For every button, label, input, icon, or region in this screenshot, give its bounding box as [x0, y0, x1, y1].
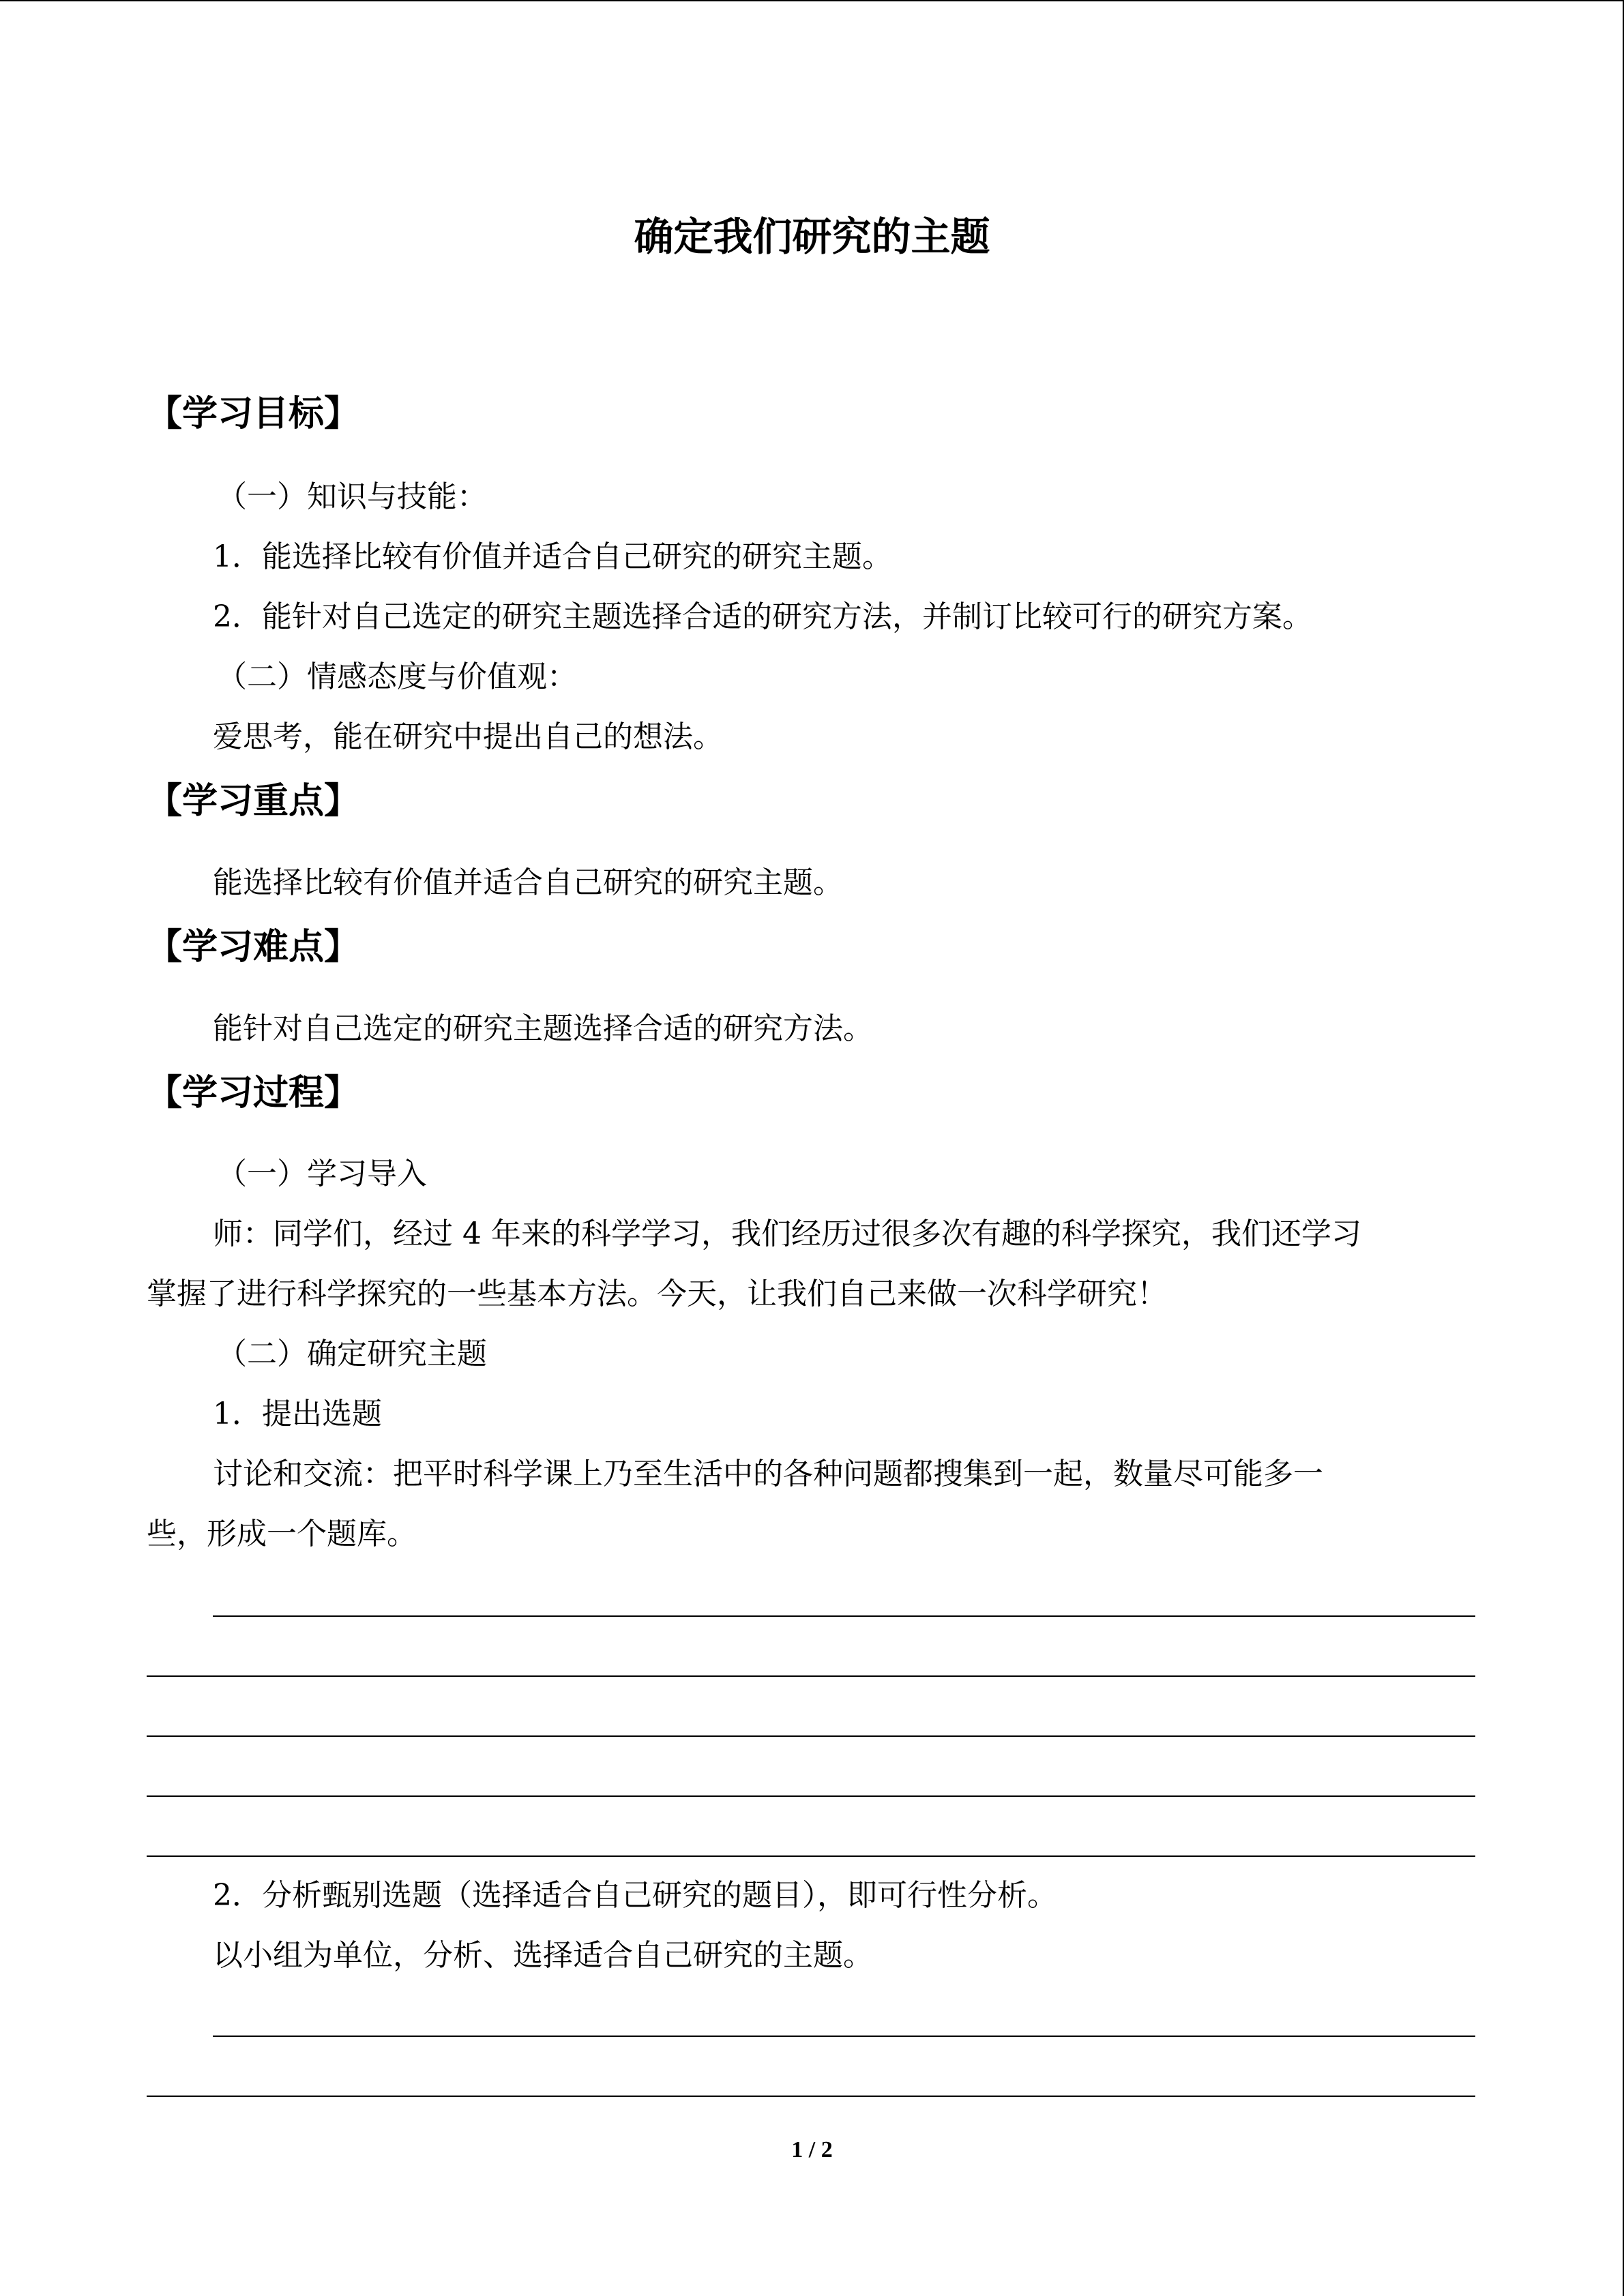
answer-line[interactable]	[147, 1795, 1475, 1797]
page-title: 确定我们研究的主题	[634, 213, 990, 260]
process-intro-title: （一）学习导入	[217, 1157, 427, 1191]
process-step1-line-2: 些，形成一个题库。	[147, 1517, 417, 1551]
process-step1-title: 1．提出选题	[213, 1397, 382, 1431]
key-points-text: 能选择比较有价值并适合自己研究的研究主题。	[213, 865, 843, 900]
process-topic-title: （二）确定研究主题	[217, 1337, 487, 1371]
answer-line[interactable]	[213, 1615, 1475, 1617]
answer-line[interactable]	[147, 2096, 1475, 2097]
answer-line[interactable]	[213, 2036, 1475, 2037]
objective-attitude-text: 爱思考，能在研究中提出自己的想法。	[213, 719, 723, 754]
process-intro-line-2: 掌握了进行科学探究的一些基本方法。今天，让我们自己来做一次科学研究！	[147, 1277, 1167, 1311]
objective-item-2: 2．能针对自己选定的研究主题选择合适的研究方法，并制订比较可行的研究方案。	[213, 599, 1312, 634]
process-step2-text: 以小组为单位，分析、选择适合自己研究的主题。	[213, 1938, 873, 1973]
objective-subheading-attitude: （二）情感态度与价值观：	[217, 659, 577, 694]
heading-process: 【学习过程】	[147, 1073, 360, 1114]
heading-objectives: 【学习目标】	[147, 393, 360, 434]
objective-subheading-knowledge: （一）知识与技能：	[217, 479, 487, 514]
heading-key-points: 【学习重点】	[147, 781, 360, 822]
process-step1-line-1: 讨论和交流：把平时科学课上乃至生活中的各种问题都搜集到一起，数量尽可能多一	[213, 1457, 1323, 1491]
difficulties-text: 能针对自己选定的研究主题选择合适的研究方法。	[213, 1011, 873, 1046]
heading-difficulties: 【学习难点】	[147, 927, 360, 968]
answer-line[interactable]	[147, 1855, 1475, 1857]
objective-item-1: 1．能选择比较有价值并适合自己研究的研究主题。	[213, 539, 892, 574]
process-intro-line-1: 师：同学们，经过 4 年来的科学学习，我们经历过很多次有趣的科学探究，我们还学习	[213, 1217, 1361, 1251]
answer-line[interactable]	[147, 1735, 1475, 1737]
process-step2-title: 2．分析甄别选题（选择适合自己研究的题目），即可行性分析。	[213, 1878, 1057, 1913]
answer-line[interactable]	[147, 1675, 1475, 1677]
page-number: 1 / 2	[791, 2137, 833, 2162]
